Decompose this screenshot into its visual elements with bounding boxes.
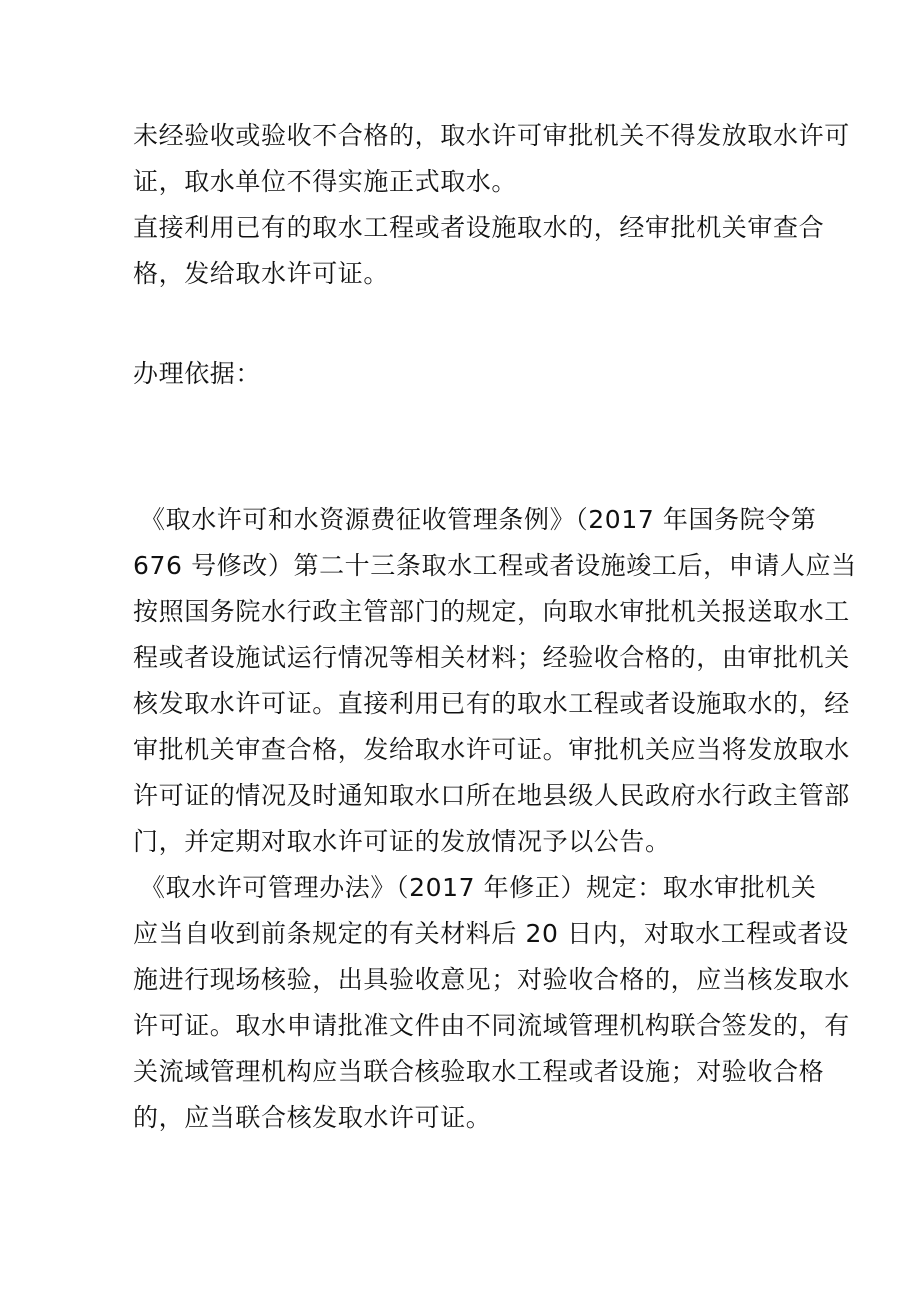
paragraph-2-line-1: 直接利用已有的取水工程或者设施取水的，经审批机关审查合 xyxy=(133,213,825,242)
paragraph-measures-line-2: 应当自收到前条规定的有关材料后 20 日内，对取水工程或者设 xyxy=(133,919,849,948)
paragraph-measures-line-3: 施进行现场核验，出具验收意见；对验收合格的，应当核发取水 xyxy=(133,965,850,994)
paragraph-regulation-line-1: 《取水许可和水资源费征收管理条例》（2017 年国务院令第 xyxy=(140,505,817,534)
paragraph-regulation-line-6: 审批机关审查合格，发给取水许可证。审批机关应当将发放取水 xyxy=(133,735,850,764)
paragraph-measures-line-6: 的，应当联合核发取水许可证。 xyxy=(133,1103,492,1132)
paragraph-1-line-2: 证，取水单位不得实施正式取水。 xyxy=(133,167,518,196)
paragraph-regulation-line-4: 程或者设施试运行情况等相关材料；经验收合格的，由审批机关 xyxy=(133,643,850,672)
paragraph-regulation-line-8: 门，并定期对取水许可证的发放情况予以公告。 xyxy=(133,827,671,856)
paragraph-regulation-line-7: 许可证的情况及时通知取水口所在地县级人民政府水行政主管部 xyxy=(133,781,850,810)
paragraph-measures-line-1: 《取水许可管理办法》（2017 年修正）规定：取水审批机关 xyxy=(140,873,817,902)
paragraph-regulation-line-2: 676 号修改）第二十三条取水工程或者设施竣工后，申请人应当 xyxy=(133,551,857,580)
paragraph-2-line-2: 格，发给取水许可证。 xyxy=(133,259,390,288)
paragraph-regulation-line-3: 按照国务院水行政主管部门的规定，向取水审批机关报送取水工 xyxy=(133,597,850,626)
paragraph-measures-line-4: 许可证。取水申请批准文件由不同流域管理机构联合签发的，有 xyxy=(133,1011,850,1040)
paragraph-regulation-line-5: 核发取水许可证。直接利用已有的取水工程或者设施取水的，经 xyxy=(133,689,850,718)
section-heading-basis: 办理依据： xyxy=(133,359,262,388)
paragraph-measures-line-5: 关流域管理机构应当联合核验取水工程或者设施；对验收合格 xyxy=(133,1057,825,1086)
paragraph-1-line-1: 未经验收或验收不合格的，取水许可审批机关不得发放取水许可 xyxy=(133,121,850,150)
